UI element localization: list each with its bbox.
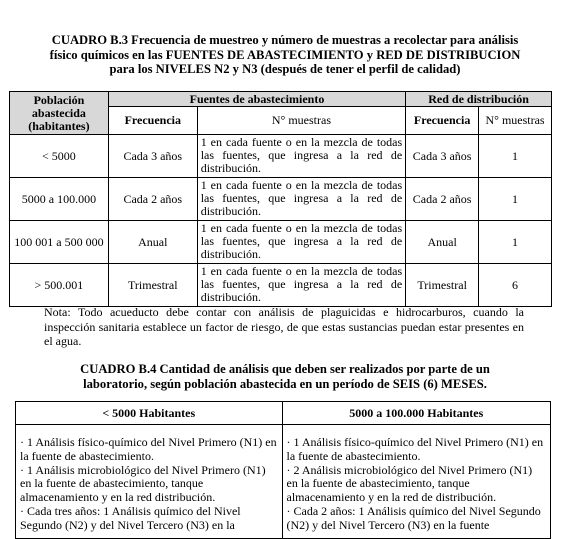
table-row xyxy=(10,221,552,264)
list-item: · Cada tres años: 1 Análisis químico del Nivel Segundo (N2) y del Nivel Tercero (N3) en la xyxy=(20,503,241,532)
cell-descripcion: 1 en cada fuente o en la mezcla de todas las fuentes, que ingresa a la red de distribución. xyxy=(197,264,405,307)
header-poblacion: Población abastecida (habitantes) xyxy=(10,92,109,135)
caption-line: CUADRO B.4 Cantidad de análisis que deben ser realizados por parte de un xyxy=(80,362,490,376)
header-frecuencia-red: Frecuencia xyxy=(406,107,479,135)
cell-descripcion: 1 en cada fuente o en la mezcla de todas las fuentes, que ingresa a la red de distribución. xyxy=(197,135,405,178)
cell-frecuencia-fuente: Trimestral xyxy=(108,264,197,307)
cell-frecuencia-fuente: Cada 3 años xyxy=(108,135,197,178)
caption-line: físico químicos en las FUENTES DE ABASTECIMIENTO y RED DE DISTRIBUCION xyxy=(49,47,521,62)
table-b3 xyxy=(9,91,552,307)
list-item: · Cada 2 años: 1 Análisis químico del Nivel Segundo (N2) y del Nivel Tercero (N3) en la fuente xyxy=(286,503,541,532)
caption-line: laboratorio, según población abastecida en un período de SEIS (6) MESES. xyxy=(83,376,487,391)
table-row xyxy=(16,425,551,539)
cell-descripcion: 1 en cada fuente o en la mezcla de todas las fuentes, que ingresa a la red de distribución. xyxy=(197,221,405,264)
cell-poblacion: > 500.001 xyxy=(10,264,109,307)
cell-poblacion: 5000 a 100.000 xyxy=(10,178,109,221)
list-item: · 1 Análisis físico-químico del Nivel Primero (N1) en la fuente de abastecimiento. xyxy=(286,435,544,463)
header-fuentes: Fuentes de abastecimiento xyxy=(108,92,405,107)
table-row xyxy=(10,264,552,307)
header-5000-100000: 5000 a 100.000 Habitantes xyxy=(282,402,551,425)
cell-descripcion: 1 en cada fuente o en la mezcla de todas las fuentes, que ingresa a la red de distribución. xyxy=(197,178,405,221)
table-b4 xyxy=(15,401,551,539)
cell-n-muestras: 1 xyxy=(479,178,552,221)
table-b3-caption xyxy=(30,33,540,77)
header-n-muestras-fuente: N° muestras xyxy=(197,107,405,135)
cell-frecuencia-red: Trimestral xyxy=(406,264,479,307)
table-note: Nota: Todo acueducto debe contar con análisis de plaguicidas e hidrocarburos, cuando la inspección sanitaria establece un factor de riesgo, de que estas sustancias puedan estar presentes en el agua. xyxy=(44,305,524,348)
cell-poblacion: < 5000 xyxy=(10,135,109,178)
list-item: · 1 Análisis físico-químico del Nivel Primero (N1) en la fuente de abastecimiento. xyxy=(20,435,277,463)
cell-menos-5000 xyxy=(16,425,283,539)
cell-frecuencia-red: Anual xyxy=(406,221,479,264)
header-menos-5000: < 5000 Habitantes xyxy=(16,402,283,425)
table-row xyxy=(10,178,552,221)
header-n-muestras-red: N° muestras xyxy=(479,107,552,135)
cell-frecuencia-red: Cada 2 años xyxy=(406,178,479,221)
list-item: · 2 Análisis microbiológico del Nivel Primero (N1) en la fuente de abastecimiento, tanque almacenamiento y en la red de distribución. xyxy=(286,462,533,505)
cell-n-muestras: 6 xyxy=(479,264,552,307)
table-row xyxy=(10,135,552,178)
cell-frecuencia-red: Cada 3 años xyxy=(406,135,479,178)
table-b4-caption xyxy=(40,362,530,391)
caption-line: CUADRO B.3 Frecuencia de muestreo y número de muestras a recolectar para análisis xyxy=(51,33,519,47)
cell-n-muestras: 1 xyxy=(479,135,552,178)
list-item: · 1 Análisis microbiológico del Nivel Primero (N1) en la fuente de abastecimiento, tanque almacenamiento y en la red distribución. xyxy=(20,462,266,505)
cell-frecuencia-fuente: Cada 2 años xyxy=(108,178,197,221)
header-frecuencia-fuente: Frecuencia xyxy=(108,107,197,135)
cell-5000-100000 xyxy=(282,425,551,539)
cell-poblacion: 100 001 a 500 000 xyxy=(10,221,109,264)
cell-n-muestras: 1 xyxy=(479,221,552,264)
header-red: Red de distribución xyxy=(406,92,552,107)
caption-line: para los NIVELES N2 y N3 (después de tener el perfil de calidad) xyxy=(109,62,461,76)
cell-frecuencia-fuente: Anual xyxy=(108,221,197,264)
